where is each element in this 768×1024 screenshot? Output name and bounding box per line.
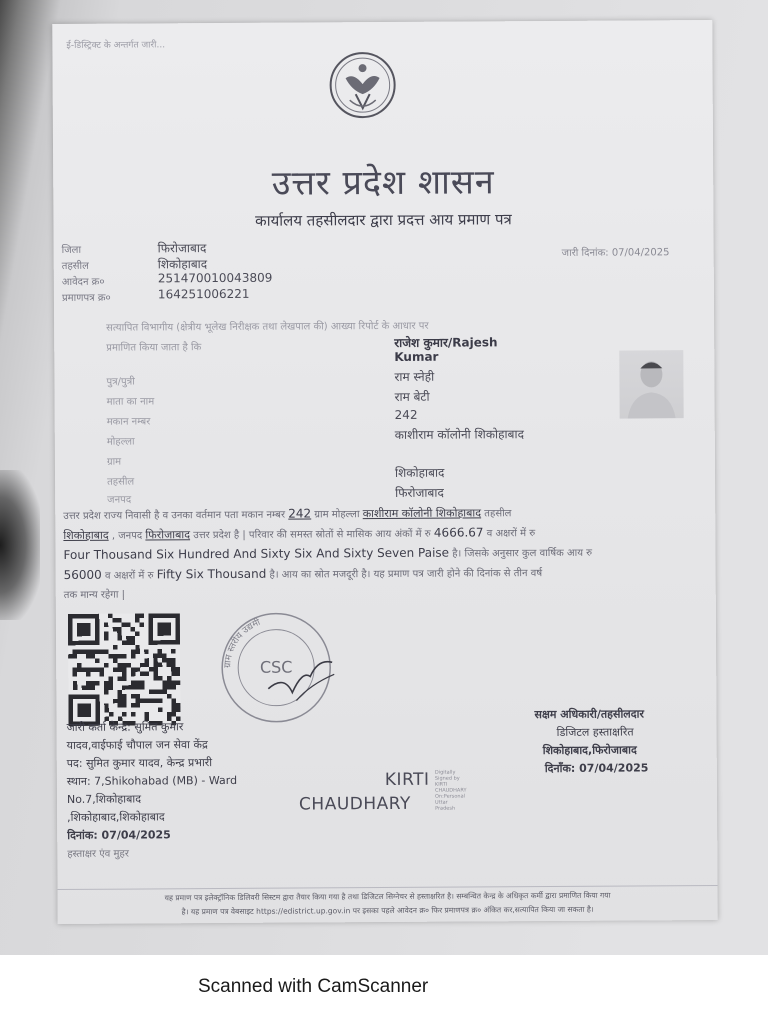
page-subtitle: कार्यालय तहसीलदार द्वारा प्रदत्त आय प्रमाण पत्र — [255, 210, 512, 230]
issuer-line-1: जारी कर्ता केन्द्र: सुमित कुमार — [66, 720, 184, 734]
ds-detail — [435, 770, 467, 812]
para-text: है। आय का स्रोत मजदूरी है। यह प्रमाण पत्र जारी होने की दिनांक से तीन वर्ष — [269, 568, 543, 581]
issuer-line-5: No.7,शिकोहाबाद — [66, 792, 142, 806]
para-text: व अक्षरों में रु — [104, 570, 154, 582]
village-label: ग्राम — [106, 456, 122, 468]
tehsil2-value: शिकोहाबाद — [394, 465, 445, 480]
ds-detail-line: Uttar — [435, 799, 448, 806]
mother-label: माता का नाम — [106, 396, 155, 408]
para-text: उत्तर प्रदेश है | परिवार की समस्त स्रोतों से मासिक आय अंकों में रु — [193, 528, 431, 542]
father-label: पुत्र/पुत्री — [106, 376, 135, 388]
issuer-line-3: पद: सुमित कुमार यादव, केन्द्र प्रभारी — [66, 756, 213, 770]
ds-name-2: CHAUDHARY — [298, 793, 411, 815]
para-district: फिरोजाबाद — [145, 528, 191, 542]
faint-top-text: ई-डिस्ट्रिक्ट के अन्तर्गत जारी... — [66, 40, 166, 51]
authority-line-3: शिकोहाबाद,फिरोजाबाद — [542, 743, 637, 758]
house-value: 242 — [394, 407, 418, 422]
up-emblem-icon — [327, 50, 397, 120]
district-value: फिरोजाबाद — [157, 241, 207, 256]
issuer-line-4: स्थान: 7,Shikohabad (MB) - Ward — [66, 773, 238, 788]
footer-divider — [58, 885, 718, 890]
para-text: तक मान्य रहेगा | — [63, 589, 126, 601]
para-tehsil: शिकोहाबाद — [63, 528, 109, 542]
ds-detail-line: Signed by — [434, 775, 460, 782]
person-photo-icon — [619, 350, 683, 418]
house-label: मकान नम्बर — [106, 416, 151, 428]
mohalla-label: मोहल्ला — [106, 436, 135, 448]
camscanner-watermark: Scanned with CamScanner — [198, 976, 429, 997]
issue-date: जारी दिनांक: 07/04/2025 — [561, 247, 670, 259]
income-paragraph — [63, 502, 709, 605]
para-annual-words: Fifty Six Thousand — [156, 566, 267, 582]
stamp-ring-text: ग्राम स्तरीय उद्यमी — [223, 617, 263, 669]
qr-code-icon — [68, 613, 181, 726]
application-label: आवेदन क्र० — [61, 276, 105, 288]
district-label: जिला — [61, 244, 82, 256]
authority-line-2: डिजिटल हस्ताक्षरित — [556, 725, 634, 739]
para-text: तहसील — [484, 508, 512, 520]
tehsil-label: तहसील — [61, 260, 89, 272]
holder-name: राजेश कुमार/Rajesh — [394, 335, 498, 350]
ds-detail-line: Pradesh — [435, 805, 456, 812]
para-annual-amount: 56000 — [63, 567, 102, 582]
para-text: ग्राम मोहल्ला — [314, 509, 360, 521]
district2-value: फिरोजाबाद — [395, 485, 444, 500]
issuer-date: दिनांक: 07/04/2025 — [67, 828, 171, 842]
certificate-number: 164251006221 — [157, 286, 250, 302]
issuer-line-2: यादव,वाईफाई चौपाल जन सेवा केंद्र — [66, 738, 208, 752]
tehsil-value: शिकोहाबाद — [157, 257, 208, 272]
mother-value: राम बेटी — [394, 389, 430, 404]
tehsil2-label: तहसील — [107, 476, 135, 488]
para-text: व अक्षरों में रु — [486, 528, 536, 540]
holder-photo — [619, 350, 683, 418]
application-number: 251470010043809 — [157, 270, 273, 286]
ds-detail-line: Digitally — [434, 769, 456, 776]
stamp-center-text: CSC — [259, 657, 293, 677]
authority-line-1: सक्षम अधिकारी/तहसीलदार — [534, 707, 644, 722]
issuer-line-6: ,शिकोहाबाद,शिकोहाबाद — [67, 810, 165, 824]
footer-line-2: है। यह प्रमाण पत्र वेबसाइट https://edistrict.up.gov.in पर इसका पहले आवेदन क्र० फिर प्रमाणपत्र क्र० अंकित कर,सत्यापित किया जा सकता है। — [181, 904, 594, 917]
certify-intro-1: सत्यापित विभागीय (क्षेत्रीय भूलेख निरीक्षक तथा लेखपाल की) आख्या रिपोर्ट के आधार पर — [106, 320, 429, 334]
csc-stamp — [206, 610, 347, 726]
certificate-label: प्रमाणपत्र क्र० — [61, 292, 111, 304]
issuer-sign-label: हस्ताक्षर एंव मुहर — [67, 848, 129, 860]
para-mohalla: काशीराम कॉलोनी शिकोहाबाद — [362, 506, 482, 521]
para-text: है। जिसके अनुसार कुल वार्षिक आय रु — [452, 547, 593, 560]
page-title: उत्तर प्रदेश शासन — [271, 162, 495, 204]
ds-name-1: KIRTI — [384, 769, 430, 791]
para-monthly-amount: 4666.67 — [433, 525, 484, 540]
para-text: उत्तर प्रदेश राज्य निवासी है व उनका वर्तमान पता मकान नम्बर — [63, 509, 286, 522]
para-house: 242 — [288, 506, 312, 521]
father-value: राम स्नेही — [394, 369, 435, 384]
certificate-page — [52, 20, 717, 924]
para-text: , जनपद — [111, 530, 143, 542]
finger-shadow — [0, 470, 40, 620]
certify-intro-2: प्रमाणित किया जाता है कि — [106, 342, 202, 354]
ds-detail-line: On:Personal — [434, 793, 466, 800]
ds-detail-line: CHAUDHARY — [434, 787, 467, 794]
district2-label: जनपद — [107, 494, 132, 506]
para-monthly-words: Four Thousand Six Hundred And Sixty Six And Sixty Seven Paise — [63, 545, 450, 562]
footer-line-1: यह प्रमाण पत्र इलेक्ट्रॉनिक डिलिवरी सिस्टम द्वारा तैयार किया गया है तथा डिजिटल सिग्नेचर से हस्ताक्षरित है। सम्बन्धित केन्द्र के अधिकृत कर्मी द्वारा प्रमाणित किया गया — [164, 890, 611, 903]
mohalla-value: काशीराम कॉलोनी शिकोहाबाद — [394, 427, 524, 442]
ds-detail-line: KIRTI — [434, 781, 448, 788]
holder-name-2: Kumar — [394, 349, 439, 364]
authority-date: दिनाँक: 07/04/2025 — [544, 761, 649, 776]
